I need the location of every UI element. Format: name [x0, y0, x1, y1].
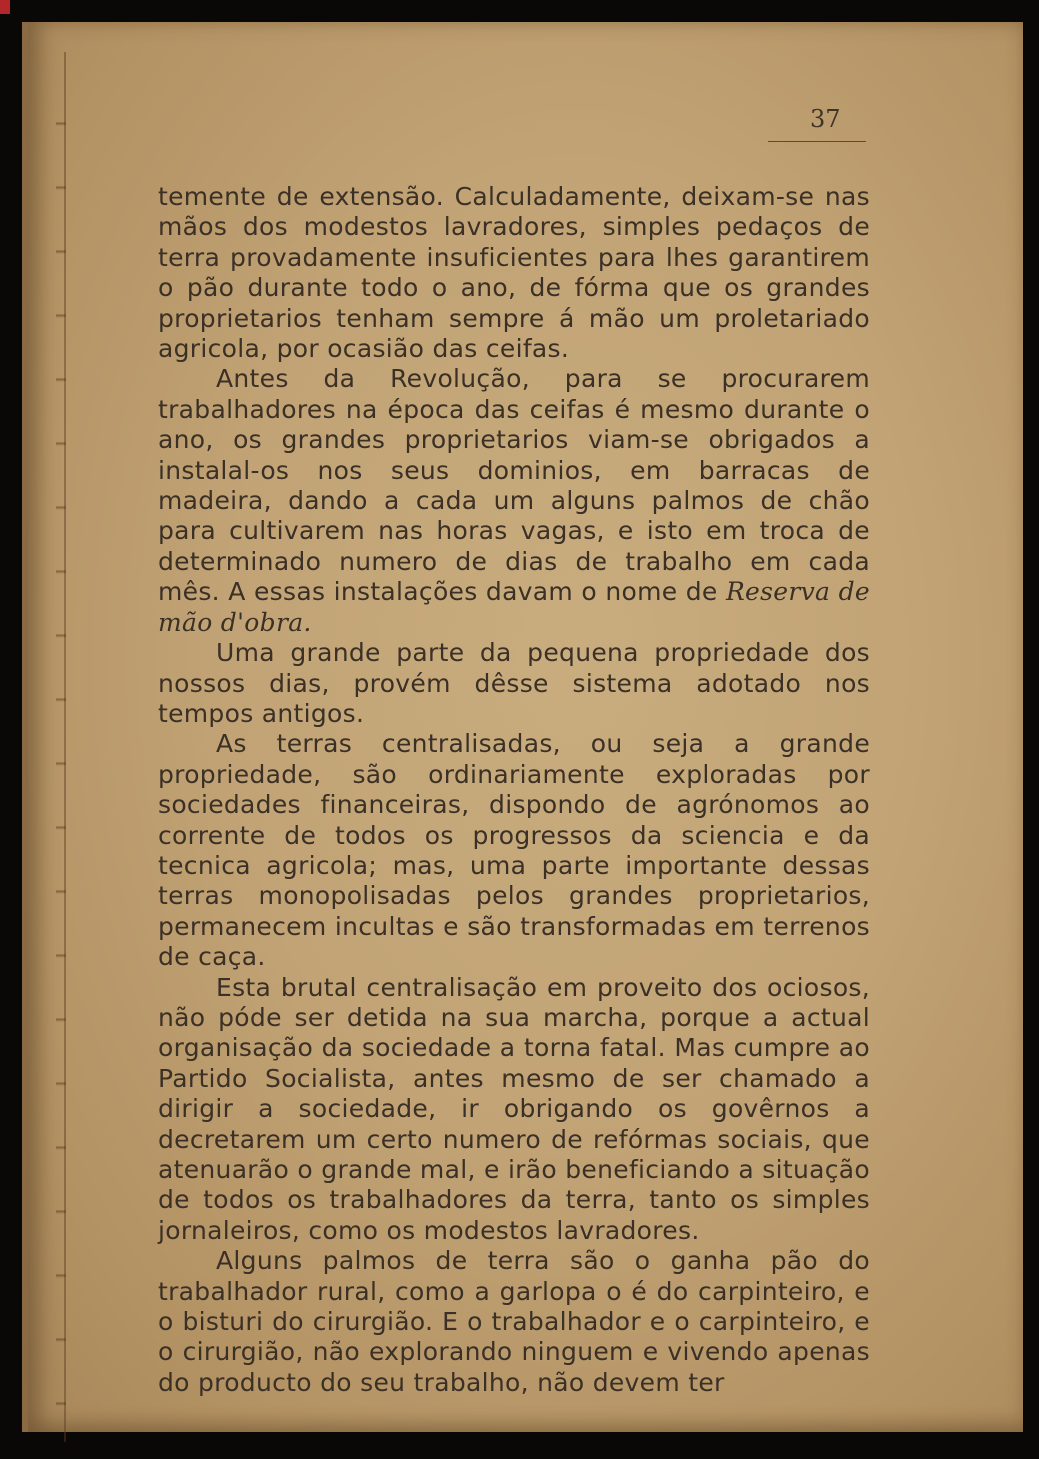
- paragraph-5-text: Esta brutal centralisação em proveito dos ociosos, não póde ser detida na sua marcha, porque a actual organisação da sociedade a torna fatal. Mas cumpre ao Partido Socialista, antes mesmo de ser chamado a dirigir a sociedade, ir obrigando os govêrnos a decretarem um certo numero de refórmas sociais, que atenuarão o grande mal, e irão beneficiando a situação de todos os trabalhadores da terra, tanto os simples jornaleiros, como os modestos lavradores.: [158, 972, 870, 1245]
- reserva-term: Reserva de mão d'obra.: [158, 577, 870, 637]
- body-text: [158, 182, 870, 1398]
- paragraph-4-text: As terras centralisadas, ou seja a grande propriedade, são ordinariamente exploradas por sociedades financeiras, dispondo de agrónomos ao corrente de todos os progressos da sciencia e da tecnica agricola; mas, uma parte importante dessas terras monopolisadas pelos grandes proprietarios, permanecem incultas e são transformadas em terrenos de caça.: [158, 729, 870, 972]
- page-number: 37: [810, 105, 841, 133]
- paragraph-2: [158, 364, 870, 638]
- paragraph-5: [158, 973, 870, 1247]
- binding-edge: [56, 62, 66, 1432]
- paragraph-1-text: temente de extensão. Calculadamente, deixam-se nas mãos dos modestos lavradores, simples pedaços de terra provadamente insuficientes para lhes garantirem o pão durante todo o ano, de fórma que os grandes proprietarios tenham sempre á mão um proletariado agricola, por ocasião das ceifas.: [158, 182, 870, 364]
- paragraph-2-text: Antes da Revolução, para se procurarem trabalhadores na época das ceifas é mesmo durante o ano, os grandes proprietarios viam-se obrigados a instalal-os nos seus dominios, em barracas de madeira, dando a cada um alguns palmos de chão para cultivarem nas horas vagas, e isto em troca de determinado numero de dias de trabalho em cada mês. A essas instalações davam o nome de: [158, 364, 870, 607]
- page-number-rule: [768, 141, 866, 142]
- paragraph-6: [158, 1246, 870, 1398]
- paragraph-6-text: Alguns palmos de terra são o ganha pão do trabalhador rural, como a garlopa o é do carpinteiro, e o bisturi do cirurgião. E o trabalhador e o carpinteiro, e o cirurgião, não explorando ninguem e vivendo apenas do producto do seu trabalho, não devem ter: [158, 1246, 870, 1397]
- paragraph-3-text: Uma grande parte da pequena propriedade dos nossos dias, provém dêsse sistema adotado nos tempos antigos.: [158, 638, 870, 728]
- red-corner-mark: [0, 0, 10, 14]
- paragraph-3: [158, 638, 870, 729]
- paragraph-4: [158, 729, 870, 972]
- paragraph-1: [158, 182, 870, 364]
